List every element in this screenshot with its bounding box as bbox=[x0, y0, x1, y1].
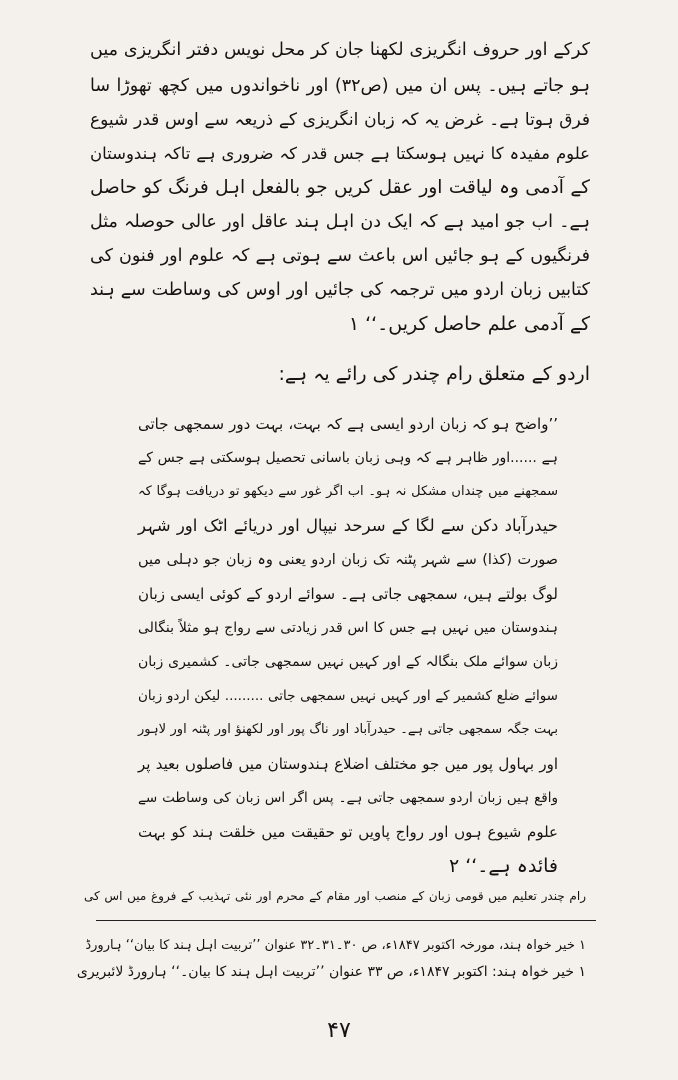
quote-line: فائدہ ہے۔‘‘ ۲ bbox=[448, 855, 558, 877]
quote-line: بہت جگہ سمجھی جاتی ہے۔ حیدرآباد اور ناگ پور اور لکھنؤ اور پٹنہ اور لاہور bbox=[138, 722, 558, 737]
quote-line: سوائے ضلع کشمیر کے اور کہیں نہیں سمجھی جاتی ......... لیکن اردو زبان bbox=[138, 688, 558, 704]
paragraph-line: کتابیں زبان اردو میں ترجمہ کی جائیں اور اوس کی وساطت سے ہند bbox=[90, 280, 590, 300]
footnote: ۱ خیر خواہ ہند: اکتوبر ۱۸۴۷ء، ص ۳۳ عنوان ’’تربیت اہل ہند کا بیان۔‘‘ ہارورڈ لائبریری bbox=[76, 964, 586, 980]
quote-line: ہندوستان میں نہیں ہے جس کا اس قدر زیادتی سے رواج ہو مثلاً بنگالی bbox=[138, 620, 558, 636]
quote-line: ’’واضح ہو کہ زبان اردو ایسی ہے کہ بہت، بہت دور سمجھی جاتی bbox=[138, 415, 558, 433]
paragraph-line: کے آدمی علم حاصل کریں۔‘‘ ۱ bbox=[348, 313, 590, 335]
quote-line: لوگ بولتے ہیں، سمجھی جاتی ہے۔ سوائے اردو کے کوئی ایسی زبان bbox=[138, 585, 558, 603]
quote-line: اور بہاول پور میں جو مختلف اضلاع ہندوستان میں فاصلوں بعید پر bbox=[138, 755, 558, 773]
intro-line: اردو کے متعلق رام چندر کی رائے یہ ہے: bbox=[278, 363, 590, 385]
footnote: ۱ خیر خواہ ہند، مورخہ اکتوبر ۱۸۴۷ء، ص ۳۰۔۳۱۔۳۲ عنوان ’’تربیت اہل ہند کا بیان‘‘ ہارورڈ bbox=[85, 938, 586, 953]
quote-line: علوم شیوع ہوں اور رواج پاویں تو حقیقت میں خلقت ہند کو بہت bbox=[138, 823, 558, 841]
quote-line: سمجھنے میں چنداں مشکل نہ ہو۔ اب اگر غور سے دیکھو تو دریافت ہوگا کہ bbox=[138, 484, 558, 499]
quote-line: حیدرآباد دکن سے لگا کے سرحد نیپال اور دریائے اٹک اور شہر bbox=[138, 516, 558, 535]
paragraph-line: کرکے اور حروف انگریزی لکھنا جان کر محل نویس دفتر انگریزی میں bbox=[90, 40, 590, 60]
quote-line: صورت (کذا) سے شہر پٹنہ تک زبان اردو یعنی وہ زبان جو دہلی میں bbox=[138, 552, 558, 568]
quote-line: ہے ......اور ظاہر ہے کہ وہی زبان باسانی تحصیل ہوسکتی ہے جس کے bbox=[138, 450, 558, 466]
paragraph-line: فرق ہوتا ہے۔ غرض یہ کہ زبان انگریزی کے ذریعہ سے اوس قدر شیوع bbox=[90, 110, 590, 130]
footnote-divider bbox=[96, 920, 596, 921]
quote-line: واقع ہیں زبان اردو سمجھی جاتی ہے۔ پس اگر اس زبان کی وساطت سے bbox=[138, 790, 558, 806]
paragraph-line: ہو جاتے ہیں۔ پس ان میں (ص۳۲) اور ناخواندوں میں کچھ تھوڑا سا bbox=[90, 76, 590, 96]
paragraph-line: علوم مفیدہ کا نہیں ہوسکتا ہے جس قدر کہ ضروری ہے تاکہ ہندوستان bbox=[90, 144, 590, 163]
paragraph-line: ہے۔ اب جو امید ہے کہ ایک دن اہل ہند عاقل اور عالی حوصلہ مثل bbox=[90, 212, 590, 232]
paragraph-line: فرنگیوں کے ہو جائیں اس باعث سے ہوتی ہے کہ علوم اور فنون کی bbox=[90, 246, 590, 266]
quote-line: زبان سوائے ملک بنگالہ کے اور کہیں نہیں سمجھی جاتی۔ کشمیری زبان bbox=[138, 654, 558, 670]
paragraph-line: کے آدمی وہ لیاقت اور عقل کریں جو بالفعل اہل فرنگ کو حاصل bbox=[90, 177, 590, 198]
closing-line: رام چندر تعلیم میں قومی زبان کے منصب اور مقام کے محرم اور نئی تہذیب کے فروغ میں اس کی bbox=[84, 889, 586, 903]
page-number: ۴۷ bbox=[327, 1018, 351, 1043]
